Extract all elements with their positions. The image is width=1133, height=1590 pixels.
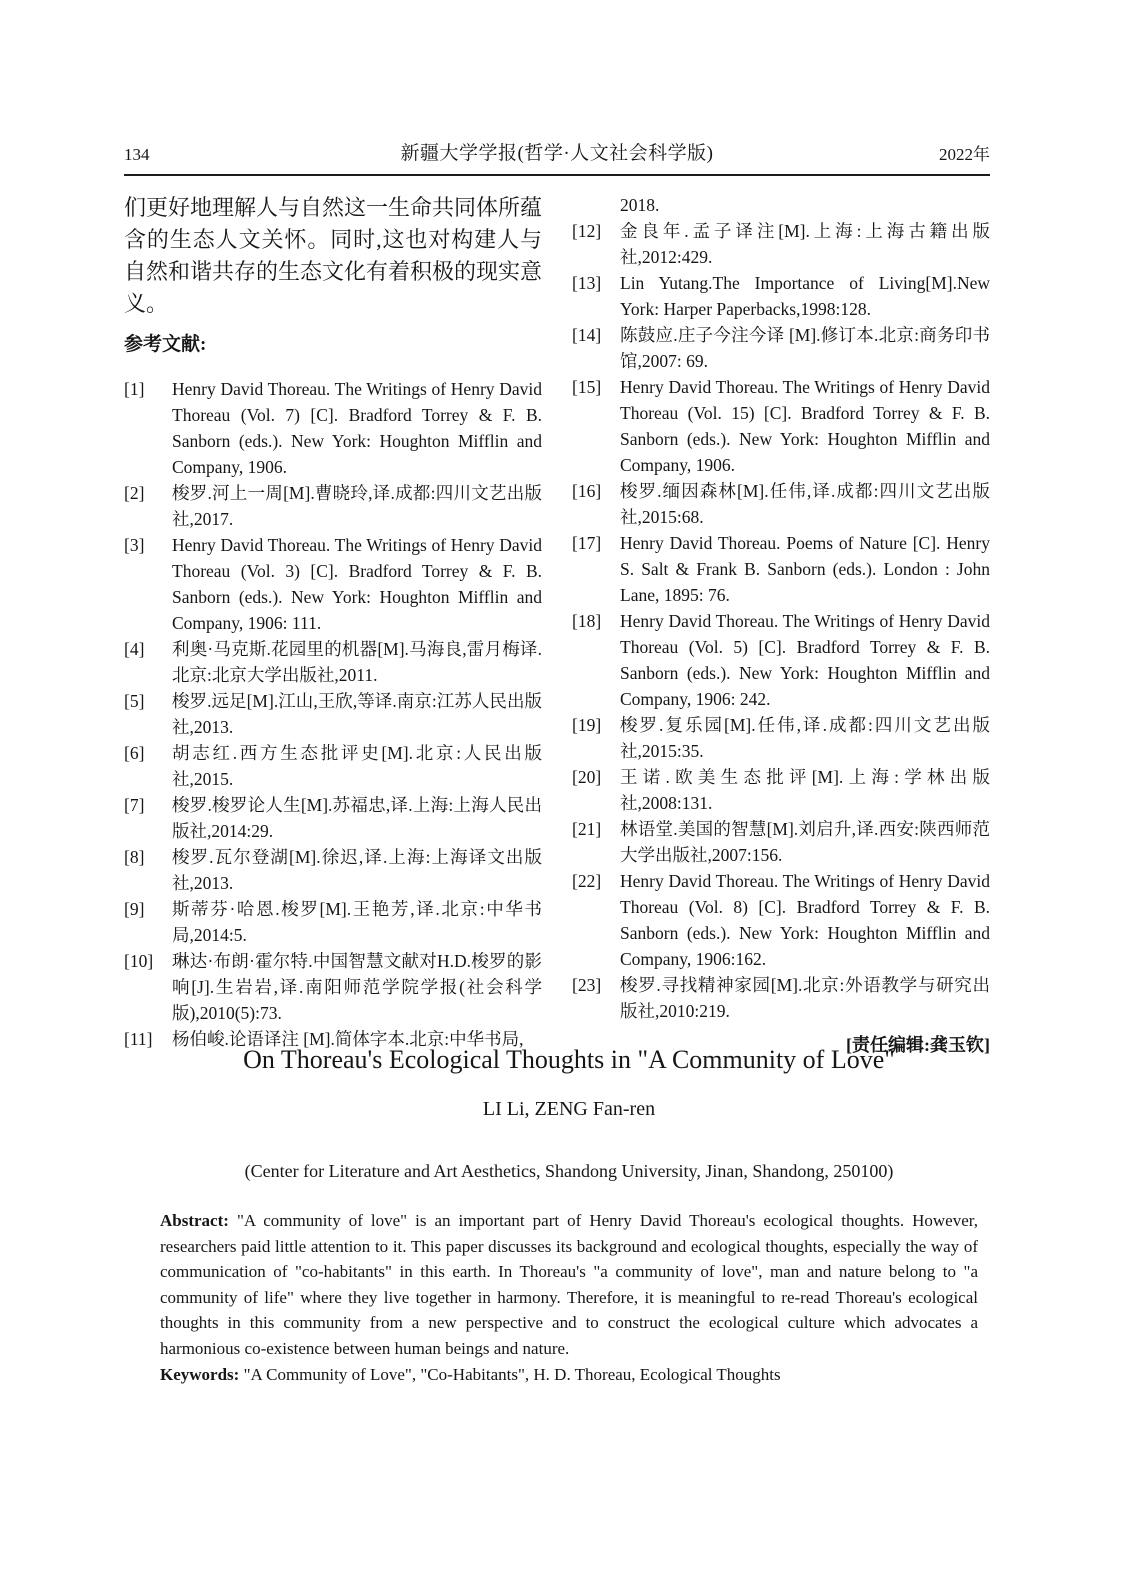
reference-item [572,530,990,608]
reference-number: [6] [124,743,145,763]
reference-text: 林语堂.美国的智慧[M].刘启升,译.西安:陕西师范大学出版社,2007:156. [620,819,990,865]
reference-number: [11] [124,1029,153,1049]
reference-item [124,948,542,1026]
english-keywords [160,1362,978,1388]
reference-text: 王诺.欧美生态批评[M].上海:学林出版社,2008:131. [620,767,990,813]
reference-number: [19] [572,715,602,735]
reference-text: Henry David Thoreau. The Writings of Henry David Thoreau (Vol. 8) [C]. Bradford Torrey & F. B. Sanborn (eds.). New York: Houghton Mifflin and Company, 1906:162. [620,871,990,969]
references-heading: 参考文献: [124,334,207,355]
abstract-text: "A community of love" is an important part of Henry David Thoreau's ecological thoughts. However, researchers paid little attention to it. This paper discusses its background and ecological thoughts, especially the way of communication of "co-habitants" in this earth. In Thoreau's "a community of love", man and nature belong to "a community of life" where they live together in harmony. Therefore, it is meaningful to re-read Thoreau's ecological thoughts in this community from a new perspective and to construct the ecological culture which advocates a harmonious co-existence between human beings and nature. [160,1211,979,1358]
reference-number: [21] [572,819,602,839]
reference-number: [7] [124,795,145,815]
reference-text: Henry David Thoreau. The Writings of Henry David Thoreau (Vol. 15) [C]. Bradford Torrey & F. B. Sanborn (eds.). New York: Houghton Mifflin and Company, 1906. [620,377,990,475]
reference-text: 金良年.孟子译注[M].上海:上海古籍出版社,2012:429. [620,221,990,267]
reference-number: [23] [572,975,602,995]
reference-item [124,688,542,740]
reference-item [572,270,990,322]
reference-item [572,608,990,712]
reference-text: 梭罗.寻找精神家园[M].北京:外语教学与研究出版社,2010:219. [620,975,990,1021]
reference-number: [16] [572,481,602,501]
reference-number: [10] [124,951,154,971]
keywords-label: Keywords: [160,1365,240,1384]
reference-item [572,972,990,1024]
reference-number: [2] [124,483,145,503]
reference-item [572,712,990,764]
reference-text: 陈鼓应.庄子今注今译 [M].修订本.北京:商务印书馆,2007: 69. [620,325,990,371]
reference-item [124,636,542,688]
reference-text: 斯蒂芬·哈恩.梭罗[M].王艳芳,译.北京:中华书局,2014:5. [172,899,542,945]
reference-item [124,480,542,532]
reference-number: [9] [124,899,145,919]
reference-number: [15] [572,377,602,397]
reference-text: Henry David Thoreau. The Writings of Henry David Thoreau (Vol. 5) [C]. Bradford Torrey & F. B. Sanborn (eds.). New York: Houghton Mifflin and Company, 1906: 242. [620,611,990,709]
reference-item [572,868,990,972]
left-column [124,192,542,1058]
reference-number: [5] [124,691,145,711]
reference-number: [12] [572,221,602,241]
reference-text: Lin Yutang.The Importance of Living[M].New York: Harper Paperbacks,1998:128. [620,273,990,319]
reference-text: 梭罗.河上一周[M].曹晓玲,译.成都:四川文艺出版社,2017. [172,483,542,529]
reference-item [572,374,990,478]
reference-number: [20] [572,767,602,787]
reference-text: Henry David Thoreau. Poems of Nature [C]. Henry S. Salt & Frank B. Sanborn (eds.). London : John Lane, 1895: 76. [620,533,990,605]
reference-item [572,218,990,270]
reference-columns [124,192,990,1058]
page-header [124,138,990,176]
reference-item [124,532,542,636]
reference-item [124,740,542,792]
reference-number: [8] [124,847,145,867]
reference-text: 胡志红.西方生态批评史[M].北京:人民出版社,2015. [172,743,542,789]
reference-number: [13] [572,273,602,293]
page-number: 134 [124,145,150,164]
reference-number: [3] [124,535,145,555]
reference-text: 梭罗.远足[M].江山,王欣,等译.南京:江苏人民出版社,2013. [172,691,542,737]
reference-number: [14] [572,325,602,345]
reference-text: 利奥·马克斯.花园里的机器[M].马海良,雷月梅译.北京:北京大学出版社,2011. [172,639,542,685]
reference-text: 梭罗.梭罗论人生[M].苏福忠,译.上海:上海人民出版社,2014:29. [172,795,542,841]
right-column [572,192,990,1058]
reference-text: 梭罗.复乐园[M].任伟,译.成都:四川文艺出版社,2015:35. [620,715,990,761]
keywords-text: "A Community of Love", "Co-Habitants", H. D. Thoreau, Ecological Thoughts [243,1365,781,1384]
issue-year: 2022年 [939,145,990,164]
editor-note: [责任编辑:龚玉钦] [846,1035,990,1055]
reference-item [124,792,542,844]
reference-number: [4] [124,639,145,659]
english-affiliation: (Center for Literature and Art Aesthetics, Shandong University, Jinan, Shandong, 250100) [244,1161,894,1181]
reference-item [572,764,990,816]
reference-item [572,322,990,374]
english-abstract-section [160,1044,978,1388]
references-right [572,218,990,1024]
reference-text: Henry David Thoreau. The Writings of Henry David Thoreau (Vol. 3) [C]. Bradford Torrey & F. B. Sanborn (eds.). New York: Houghton Mifflin and Company, 1906: 111. [172,535,542,633]
body-paragraph: 们更好地理解人与自然这一生命共同体所蕴含的生态人文关怀。同时,这也对构建人与自然和谐共存的生态文化有着积极的现实意义。 [124,195,543,316]
reference-text: 杨伯峻.论语译注 [M].简体字本.北京:中华书局, [172,1029,524,1049]
reference-text: 琳达·布朗·霍尔特.中国智慧文献对H.D.梭罗的影响[J].生岩岩,译.南阳师范学院学报(社会科学版),2010(5):73. [172,951,542,1023]
reference-item [124,376,542,480]
reference-text: Henry David Thoreau. The Writings of Henry David Thoreau (Vol. 7) [C]. Bradford Torrey & F. B. Sanborn (eds.). New York: Houghton Mifflin and Company, 1906. [172,379,542,477]
references-left [124,376,542,1052]
reference-number: [18] [572,611,602,631]
english-abstract [160,1208,978,1361]
reference-item [572,478,990,530]
reference-text: 梭罗.瓦尔登湖[M].徐迟,译.上海:上海译文出版社,2013. [172,847,542,893]
english-title: On Thoreau's Ecological Thoughts in "A Community of Love" [243,1045,895,1074]
reference-carryover: 2018. [620,195,660,215]
english-authors: LI Li, ZENG Fan-ren [482,1098,656,1120]
reference-number: [17] [572,533,602,553]
reference-number: [1] [124,379,145,399]
reference-text: 梭罗.缅因森林[M].任伟,译.成都:四川文艺出版社,2015:68. [620,481,990,527]
abstract-label: Abstract: [160,1211,229,1230]
reference-item [124,896,542,948]
reference-item [124,844,542,896]
reference-item [572,816,990,868]
journal-title: 新疆大学学报(哲学·人文社会科学版) [400,143,714,164]
reference-number: [22] [572,871,602,891]
